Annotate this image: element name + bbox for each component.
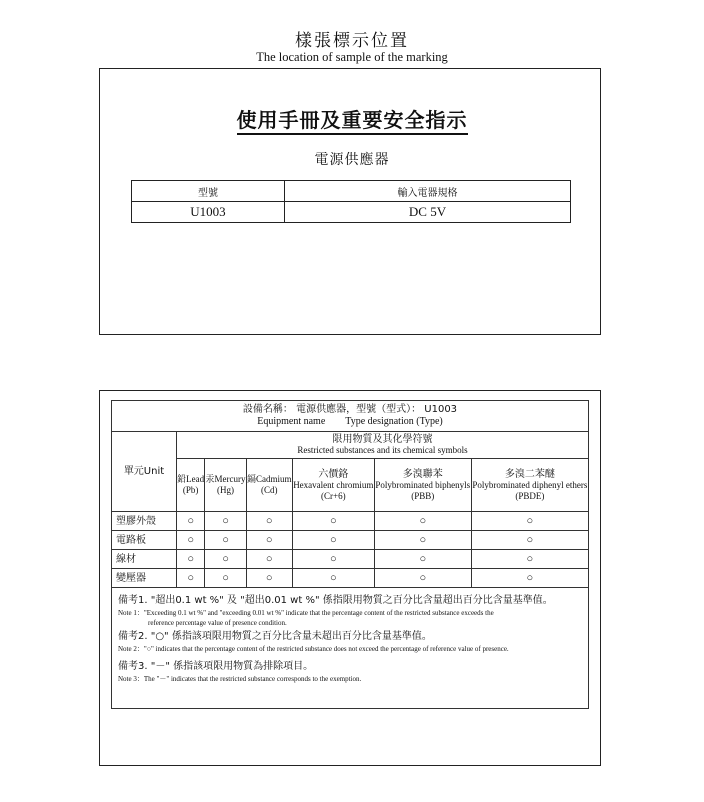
substance-lead (177, 459, 205, 512)
part-label: 變壓器 (112, 569, 177, 588)
substance-symbol: (Cd) (261, 485, 278, 495)
status-cell: ○ (177, 531, 205, 550)
status-cell: ○ (177, 550, 205, 569)
spec-table (131, 180, 571, 223)
substance-name-en: Hexavalent chromium (293, 479, 374, 490)
rohs-equipment-row (112, 401, 589, 432)
rohs-substance-row (112, 459, 589, 512)
equipment-name-en: Equipment name (257, 416, 326, 427)
note2-zh: 備考2. "○" 係指該項限用物質之百分比含量未超出百分比含量基準值。 (118, 631, 432, 642)
status-cell: ○ (292, 531, 374, 550)
substance-symbol: (Cr+6) (321, 490, 346, 501)
substance-pbde (471, 459, 588, 512)
table-row (112, 550, 589, 569)
part-label: 塑膠外殼 (112, 512, 177, 531)
note1-en-a: Note 1："Exceeding 0.1 wt %" and "exceeding 0.01 wt %" indicate that the percentage content of the restricted substance exceeds the (118, 609, 494, 617)
restricted-en: Restricted substances and its chemical symbols (297, 445, 468, 455)
status-cell: ○ (246, 531, 292, 550)
page-subtitle: The location of sample of the marking (256, 50, 448, 64)
note2-en: Note 2："○" indicates that the percentage content of the restricted substance does not exceed the percentage of reference value of presence. (118, 645, 509, 653)
input-spec-value: DC 5V (285, 202, 571, 223)
model-header: 型號 (132, 181, 285, 202)
rohs-restricted-row (112, 432, 589, 459)
note3-zh: 備考3. "－" 係指該項限用物質為排除項目。 (118, 661, 314, 672)
status-cell: ○ (246, 550, 292, 569)
unit-label: 單元Unit (112, 432, 177, 512)
status-cell: ○ (374, 569, 471, 588)
status-cell: ○ (292, 569, 374, 588)
substance-symbol: (Hg) (217, 485, 235, 495)
manual-title (0, 104, 704, 133)
status-cell: ○ (471, 550, 588, 569)
spec-table-row (132, 202, 571, 223)
substance-name-zh: 六價鉻 (318, 468, 349, 480)
page-title: 樣張標示位置 (295, 31, 409, 51)
rohs-table (111, 400, 589, 709)
status-cell: ○ (471, 512, 588, 531)
substance-name: 鎘Cadmium (247, 474, 292, 484)
substance-name: 汞Mercury (205, 474, 246, 484)
model-value: U1003 (132, 202, 285, 223)
substance-symbol: (PBDE) (515, 490, 545, 501)
substance-name: 鉛Lead (177, 474, 205, 484)
table-row (112, 569, 589, 588)
status-cell: ○ (374, 512, 471, 531)
status-cell: ○ (205, 531, 246, 550)
status-cell: ○ (246, 512, 292, 531)
status-cell: ○ (205, 550, 246, 569)
substance-name-zh: 多溴二苯醚 (504, 468, 555, 480)
substance-symbol: (Pb) (182, 485, 199, 495)
substance-cadmium (246, 459, 292, 512)
equipment-cell (112, 401, 589, 432)
substance-chromium (292, 459, 374, 512)
table-row (112, 531, 589, 550)
status-cell: ○ (374, 550, 471, 569)
status-cell: ○ (374, 531, 471, 550)
manual-title-text: 使用手冊及重要安全指示 (237, 108, 468, 135)
rohs-notes-row (112, 588, 589, 709)
product-name: 電源供應器 (314, 152, 390, 168)
note1-en-b: reference percentage value of presence condition. (148, 619, 287, 627)
status-cell: ○ (292, 550, 374, 569)
equipment-line-zh: 設備名稱： 電源供應器，型號（型式）： U1003 (242, 404, 458, 415)
status-cell: ○ (177, 569, 205, 588)
notes-cell (112, 588, 589, 709)
status-cell: ○ (471, 569, 588, 588)
status-cell: ○ (471, 531, 588, 550)
table-row (112, 512, 589, 531)
restricted-substances-header (177, 432, 589, 459)
spec-table-header-row (132, 181, 571, 202)
substance-name-en: Polybrominated diphenyl ethers (472, 479, 588, 490)
status-cell: ○ (205, 569, 246, 588)
part-label: 電路板 (112, 531, 177, 550)
substance-name-zh: 多溴聯苯 (402, 468, 443, 480)
substance-mercury (205, 459, 246, 512)
input-spec-header: 輸入電器規格 (285, 181, 571, 202)
type-designation-en: Type designation (Type) (345, 416, 443, 427)
part-label: 線材 (112, 550, 177, 569)
note3-en: Note 3：The "－" indicates that the restricted substance corresponds to the exemption. (118, 675, 362, 683)
equipment-line-en (112, 416, 588, 428)
restricted-zh: 限用物質及其化學符號 (332, 434, 433, 445)
note1-zh: 備考1. "超出0.1 wt %" 及 "超出0.01 wt %" 係指限用物質之百分比含量超出百分比含量基準值。 (118, 595, 553, 606)
substance-name-en: Polybrominated biphenyls (375, 479, 471, 490)
status-cell: ○ (292, 512, 374, 531)
substance-pbb (374, 459, 471, 512)
status-cell: ○ (205, 512, 246, 531)
status-cell: ○ (246, 569, 292, 588)
substance-symbol: (PBB) (411, 490, 435, 501)
status-cell: ○ (177, 512, 205, 531)
